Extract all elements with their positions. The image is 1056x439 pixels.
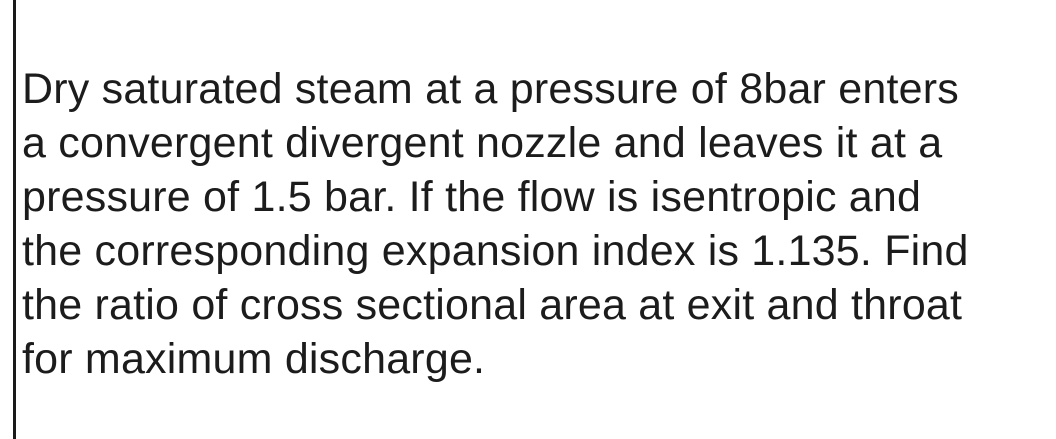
problem-line-4: the corresponding expansion index is 1.135. Find — [22, 227, 969, 275]
problem-line-3: pressure of 1.5 bar. If the flow is isentropic and — [22, 173, 922, 221]
problem-statement — [22, 62, 1054, 386]
problem-line-6: for maximum discharge. — [22, 335, 486, 383]
problem-line-2: a convergent divergent nozzle and leaves it at a — [22, 119, 943, 167]
problem-line-5: the ratio of cross sectional area at exit and throat — [22, 281, 963, 329]
problem-line-1: Dry saturated steam at a pressure of 8bar enters — [22, 65, 959, 113]
left-border-rule — [13, 0, 16, 439]
